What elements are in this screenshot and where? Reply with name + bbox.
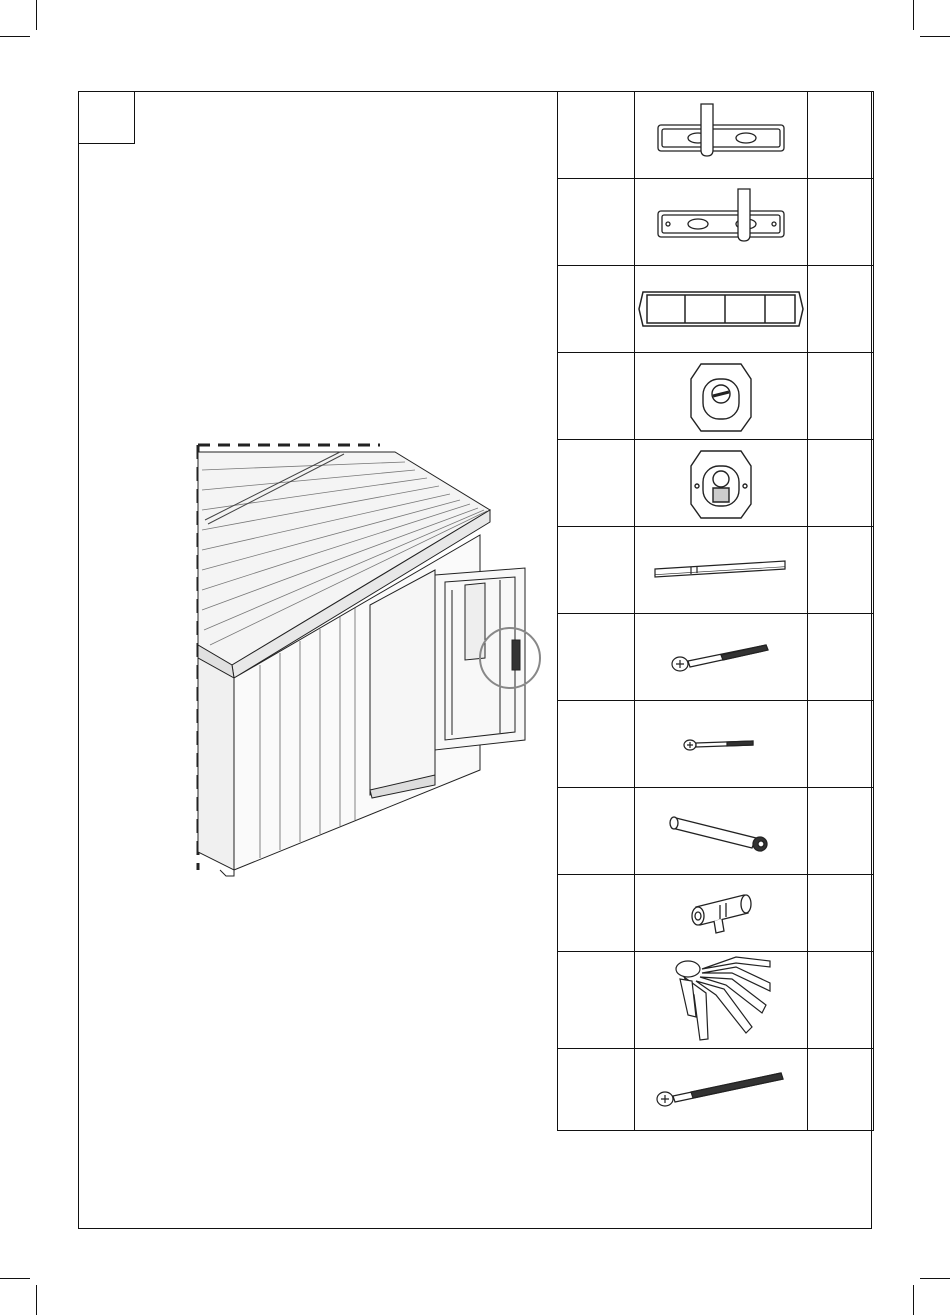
crop-mark — [0, 1278, 30, 1279]
long-screw-icon — [666, 637, 776, 677]
part-qty — [808, 92, 874, 179]
crop-mark — [920, 36, 950, 37]
part-label — [558, 527, 635, 614]
lock-cylinder-icon — [686, 883, 756, 943]
part-label — [558, 614, 635, 701]
part-qty — [808, 266, 874, 353]
lock-plate-back-icon — [681, 446, 761, 521]
part-row — [558, 266, 874, 353]
part-image-cell — [635, 266, 808, 353]
part-label — [558, 1049, 635, 1131]
sleeve-pin-icon — [666, 806, 776, 856]
part-label — [558, 788, 635, 875]
part-label — [558, 353, 635, 440]
keys-icon — [666, 955, 776, 1045]
left-hinge-plate-icon — [646, 100, 796, 170]
part-qty — [808, 875, 874, 952]
part-image-cell — [635, 353, 808, 440]
metal-bar-icon — [651, 555, 791, 585]
part-qty — [808, 701, 874, 788]
part-row — [558, 614, 874, 701]
part-row — [558, 875, 874, 952]
extra-long-screw-icon — [651, 1065, 791, 1115]
part-image-cell — [635, 527, 808, 614]
part-qty — [808, 179, 874, 266]
part-image-cell — [635, 701, 808, 788]
part-qty — [808, 614, 874, 701]
part-qty — [808, 440, 874, 527]
part-label — [558, 875, 635, 952]
part-image-cell — [635, 92, 808, 179]
part-image-cell — [635, 179, 808, 266]
part-label — [558, 701, 635, 788]
part-row — [558, 788, 874, 875]
parts-table — [557, 91, 874, 1131]
part-qty — [808, 1049, 874, 1131]
part-row — [558, 952, 874, 1049]
part-label — [558, 952, 635, 1049]
part-row — [558, 527, 874, 614]
lock-plate-front-icon — [681, 359, 761, 434]
part-image-cell — [635, 440, 808, 527]
part-label — [558, 440, 635, 527]
crop-mark — [913, 0, 914, 30]
part-image-cell — [635, 788, 808, 875]
part-qty — [808, 952, 874, 1049]
part-row — [558, 701, 874, 788]
crop-mark — [913, 1285, 914, 1315]
door-panel-strip-icon — [637, 284, 805, 334]
right-hinge-plate-icon — [646, 187, 796, 257]
part-row — [558, 92, 874, 179]
part-qty — [808, 353, 874, 440]
part-image-cell — [635, 952, 808, 1049]
part-image-cell — [635, 1049, 808, 1131]
shed-door-assembly-illustration — [190, 440, 550, 880]
part-row — [558, 353, 874, 440]
part-label — [558, 266, 635, 353]
part-qty — [808, 788, 874, 875]
part-row — [558, 1049, 874, 1131]
short-screw-icon — [681, 732, 761, 756]
part-label — [558, 92, 635, 179]
part-image-cell — [635, 614, 808, 701]
crop-mark — [36, 1285, 37, 1315]
part-label — [558, 179, 635, 266]
step-number-box — [78, 91, 135, 144]
crop-mark — [36, 0, 37, 30]
part-qty — [808, 527, 874, 614]
part-row — [558, 440, 874, 527]
crop-mark — [920, 1278, 950, 1279]
part-row — [558, 179, 874, 266]
part-image-cell — [635, 875, 808, 952]
crop-mark — [0, 36, 30, 37]
